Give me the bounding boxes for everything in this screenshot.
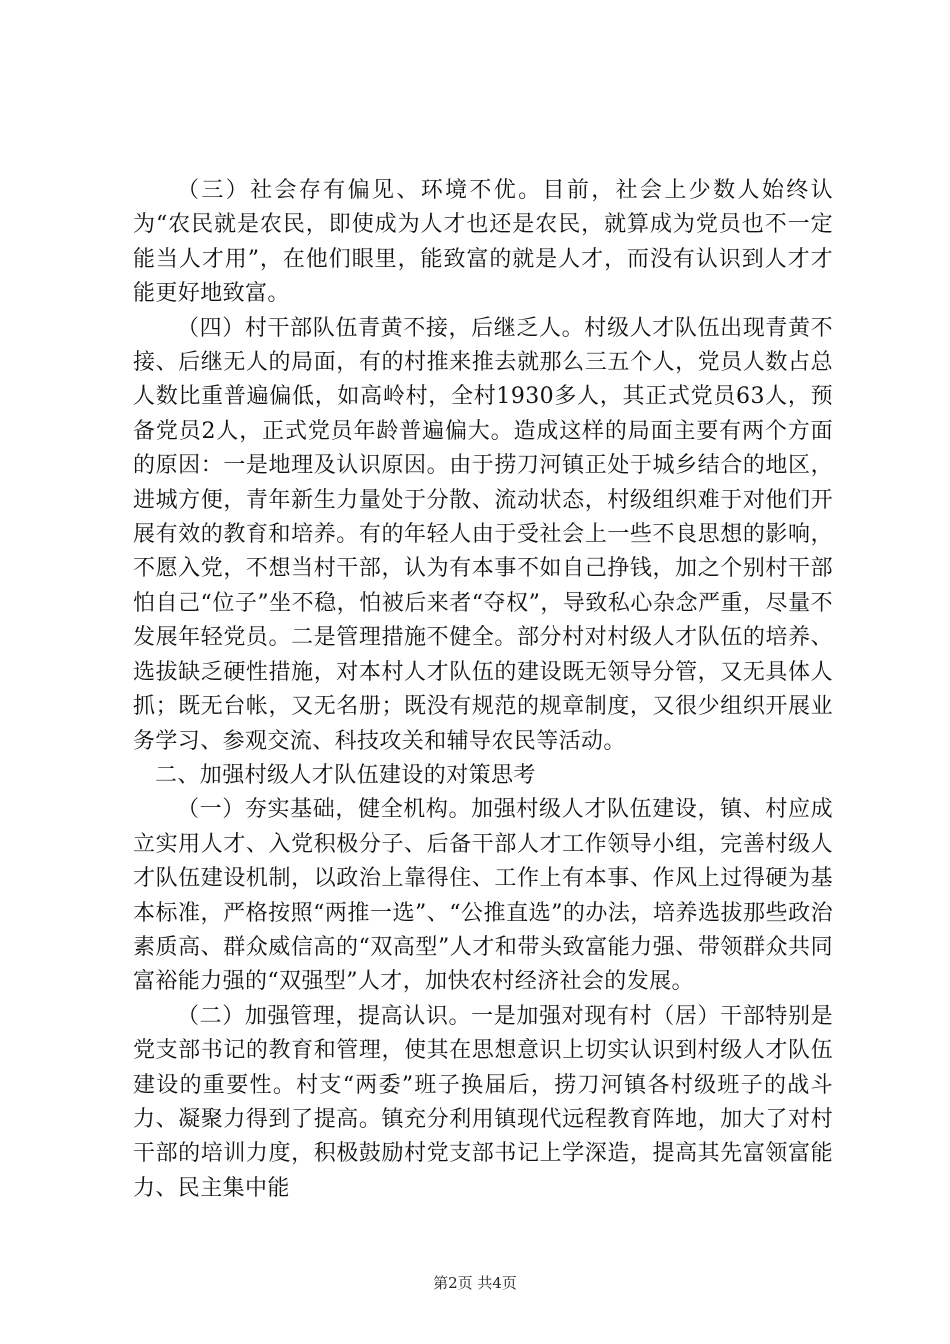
paragraph-foundation: （一）夯实基础，健全机构。加强村级人才队伍建设，镇、村应成立实用人才、入党积极分子、后备干部人才工作领导小组，完善村级人才队伍建设机制，以政治上靠得住、工作上有本事、作风上过得硬为基本标准，严格按照“两推一选”、“公推直选”的办法，培养选拔那些政治素质高、群众威信高的“双高型”人才和带头致富能力强、带领群众共同富裕能力强的“双强型”人才，加快农村经济社会的发展。 <box>133 797 833 995</box>
section-heading: 二、加强村级人才队伍建设的对策思考 <box>155 762 536 788</box>
document-body <box>133 174 833 1206</box>
page-number-footer: 第2页 共4页 <box>433 1274 517 1292</box>
paragraph-cadre-shortage: （四）村干部队伍青黄不接，后继乏人。村级人才队伍出现青黄不接、后继无人的局面，有的村推来推去就那么三五个人，党员人数占总人数比重普遍偏低，如高岭村，全村1930多人，其正式党员63人，预备党员2人，正式党员年龄普遍偏大。造成这样的局面主要有两个方面的原因：一是地理及认识原因。由于捞刀河镇正处于城乡结合的地区，进城方便，青年新生力量处于分散、流动状态，村级组织难于对他们开展有效的教育和培养。有的年轻人由于受社会上一些不良思想的影响，不愿入党，不想当村干部，认为有本事不如自己挣钱，加之个别村干部怕自己“位子”坐不稳，怕被后来者“夺权”，导致私心杂念严重，尽量不发展年轻党员。二是管理措施不健全。部分村对村级人才队伍的培养、选拔缺乏硬性措施，对本村人才队伍的建设既无领导分管，又无具体人抓；既无台帐，又无名册；既没有规范的规章制度，又很少组织开展业务学习、参观交流、科技攻关和辅导农民等活动。 <box>133 315 833 754</box>
paragraph-management: （二）加强管理，提高认识。一是加强对现有村（居）干部特别是党支部书记的教育和管理，使其在思想意识上切实认识到村级人才队伍建设的重要性。村支“两委”班子换届后，捞刀河镇各村级班子的战斗力、凝聚力得到了提高。镇充分利用镇现代远程教育阵地，加大了对村干部的培训力度，积极鼓励村党支部书记上学深造，提高其先富领富能力、民主集中能 <box>133 1003 833 1201</box>
paragraph-social-bias: （三）社会存有偏见、环境不优。目前，社会上少数人始终认为“农民就是农民，即使成为人才也还是农民，就算成为党员也不一定能当人才用”，在他们眼里，能致富的就是人才，而没有认识到人才才能更好地致富。 <box>133 178 833 307</box>
